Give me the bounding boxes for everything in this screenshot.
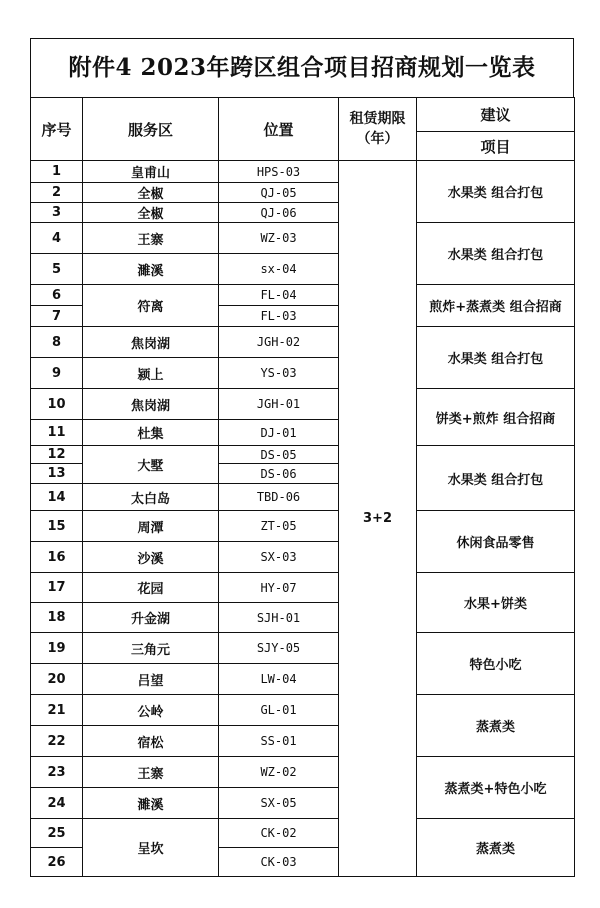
row-location: GL-01 bbox=[219, 695, 339, 726]
row-location: HPS-03 bbox=[219, 161, 339, 183]
table-row bbox=[31, 819, 575, 848]
table-row bbox=[31, 285, 575, 306]
lease-term-value: 3+2 bbox=[339, 161, 417, 877]
row-seq: 26 bbox=[31, 848, 83, 877]
row-seq: 24 bbox=[31, 788, 83, 819]
suggestion-cell: 水果类 组合打包 bbox=[417, 161, 575, 223]
row-location: JGH-02 bbox=[219, 327, 339, 358]
suggestion-cell: 水果类 组合打包 bbox=[417, 327, 575, 389]
row-seq: 19 bbox=[31, 633, 83, 664]
table-row bbox=[31, 327, 575, 358]
row-seq: 23 bbox=[31, 757, 83, 788]
row-service-area: 王寨 bbox=[83, 757, 219, 788]
project-table bbox=[30, 97, 575, 877]
table-row bbox=[31, 573, 575, 603]
row-location: DJ-01 bbox=[219, 420, 339, 446]
header-location: 位置 bbox=[219, 98, 339, 161]
row-seq: 17 bbox=[31, 573, 83, 603]
header-lease-term bbox=[339, 98, 417, 161]
row-location: HY-07 bbox=[219, 573, 339, 603]
row-location: QJ-05 bbox=[219, 183, 339, 203]
row-location: CK-03 bbox=[219, 848, 339, 877]
header-lease-term-line1: 租赁期限 bbox=[349, 111, 406, 127]
row-location: SX-03 bbox=[219, 542, 339, 573]
row-service-area: 三角元 bbox=[83, 633, 219, 664]
row-seq: 21 bbox=[31, 695, 83, 726]
row-service-area: 大墅 bbox=[83, 446, 219, 484]
table-row bbox=[31, 389, 575, 420]
row-seq: 11 bbox=[31, 420, 83, 446]
row-service-area: 濉溪 bbox=[83, 254, 219, 285]
table-row bbox=[31, 757, 575, 788]
row-seq: 4 bbox=[31, 223, 83, 254]
row-seq: 2 bbox=[31, 183, 83, 203]
row-location: ZT-05 bbox=[219, 511, 339, 542]
row-service-area: 公岭 bbox=[83, 695, 219, 726]
row-service-area: 花园 bbox=[83, 573, 219, 603]
row-seq: 10 bbox=[31, 389, 83, 420]
row-service-area: 颍上 bbox=[83, 358, 219, 389]
row-location: YS-03 bbox=[219, 358, 339, 389]
row-service-area: 焦岗湖 bbox=[83, 389, 219, 420]
suggestion-cell: 蒸煮类 bbox=[417, 695, 575, 757]
suggestion-cell: 蒸煮类 bbox=[417, 819, 575, 877]
row-service-area: 濉溪 bbox=[83, 788, 219, 819]
row-seq: 15 bbox=[31, 511, 83, 542]
row-seq: 14 bbox=[31, 484, 83, 511]
header-project: 项目 bbox=[417, 132, 575, 161]
header-seq: 序号 bbox=[31, 98, 83, 161]
row-service-area: 全椒 bbox=[83, 183, 219, 203]
suggestion-cell: 蒸煮类+特色小吃 bbox=[417, 757, 575, 819]
row-service-area: 沙溪 bbox=[83, 542, 219, 573]
suggestion-cell: 饼类+煎炸 组合招商 bbox=[417, 389, 575, 446]
row-seq: 22 bbox=[31, 726, 83, 757]
table-row bbox=[31, 633, 575, 664]
row-seq: 5 bbox=[31, 254, 83, 285]
row-service-area: 全椒 bbox=[83, 203, 219, 223]
row-service-area: 王寨 bbox=[83, 223, 219, 254]
row-location: SJH-01 bbox=[219, 603, 339, 633]
table-row bbox=[31, 511, 575, 542]
suggestion-cell: 特色小吃 bbox=[417, 633, 575, 695]
row-service-area: 符离 bbox=[83, 285, 219, 327]
row-location: FL-03 bbox=[219, 306, 339, 327]
table-row bbox=[31, 695, 575, 726]
row-location: CK-02 bbox=[219, 819, 339, 848]
row-seq: 16 bbox=[31, 542, 83, 573]
row-location: TBD-06 bbox=[219, 484, 339, 511]
row-location: SJY-05 bbox=[219, 633, 339, 664]
row-location: QJ-06 bbox=[219, 203, 339, 223]
row-service-area: 吕望 bbox=[83, 664, 219, 695]
table-row bbox=[31, 223, 575, 254]
row-seq: 6 bbox=[31, 285, 83, 306]
row-service-area: 呈坎 bbox=[83, 819, 219, 877]
document-title: 附件4 2023年跨区组合项目招商规划一览表 bbox=[30, 38, 574, 98]
row-seq: 3 bbox=[31, 203, 83, 223]
row-service-area: 宿松 bbox=[83, 726, 219, 757]
row-service-area: 皇甫山 bbox=[83, 161, 219, 183]
row-service-area: 杜集 bbox=[83, 420, 219, 446]
suggestion-cell: 水果类 组合打包 bbox=[417, 446, 575, 511]
row-service-area: 周潭 bbox=[83, 511, 219, 542]
row-service-area: 焦岗湖 bbox=[83, 327, 219, 358]
suggestion-cell: 休闲食品零售 bbox=[417, 511, 575, 573]
header-suggestion: 建议 bbox=[417, 98, 575, 132]
row-service-area: 升金湖 bbox=[83, 603, 219, 633]
row-seq: 8 bbox=[31, 327, 83, 358]
row-seq: 12 bbox=[31, 446, 83, 464]
row-seq: 25 bbox=[31, 819, 83, 848]
row-seq: 13 bbox=[31, 464, 83, 484]
row-location: WZ-02 bbox=[219, 757, 339, 788]
row-location: DS-05 bbox=[219, 446, 339, 464]
row-location: JGH-01 bbox=[219, 389, 339, 420]
header-service-area: 服务区 bbox=[83, 98, 219, 161]
row-seq: 18 bbox=[31, 603, 83, 633]
suggestion-cell: 水果+饼类 bbox=[417, 573, 575, 633]
table-row bbox=[31, 446, 575, 464]
row-location: LW-04 bbox=[219, 664, 339, 695]
row-location: FL-04 bbox=[219, 285, 339, 306]
row-seq: 9 bbox=[31, 358, 83, 389]
suggestion-cell: 水果类 组合打包 bbox=[417, 223, 575, 285]
row-seq: 20 bbox=[31, 664, 83, 695]
row-location: DS-06 bbox=[219, 464, 339, 484]
header-lease-term-line2: （年） bbox=[356, 131, 399, 147]
suggestion-cell: 煎炸+蒸煮类 组合招商 bbox=[417, 285, 575, 327]
table-row bbox=[31, 161, 575, 183]
document-frame bbox=[30, 38, 574, 880]
row-location: sx-04 bbox=[219, 254, 339, 285]
row-location: WZ-03 bbox=[219, 223, 339, 254]
row-seq: 1 bbox=[31, 161, 83, 183]
row-seq: 7 bbox=[31, 306, 83, 327]
row-location: SS-01 bbox=[219, 726, 339, 757]
row-location: SX-05 bbox=[219, 788, 339, 819]
row-service-area: 太白岛 bbox=[83, 484, 219, 511]
